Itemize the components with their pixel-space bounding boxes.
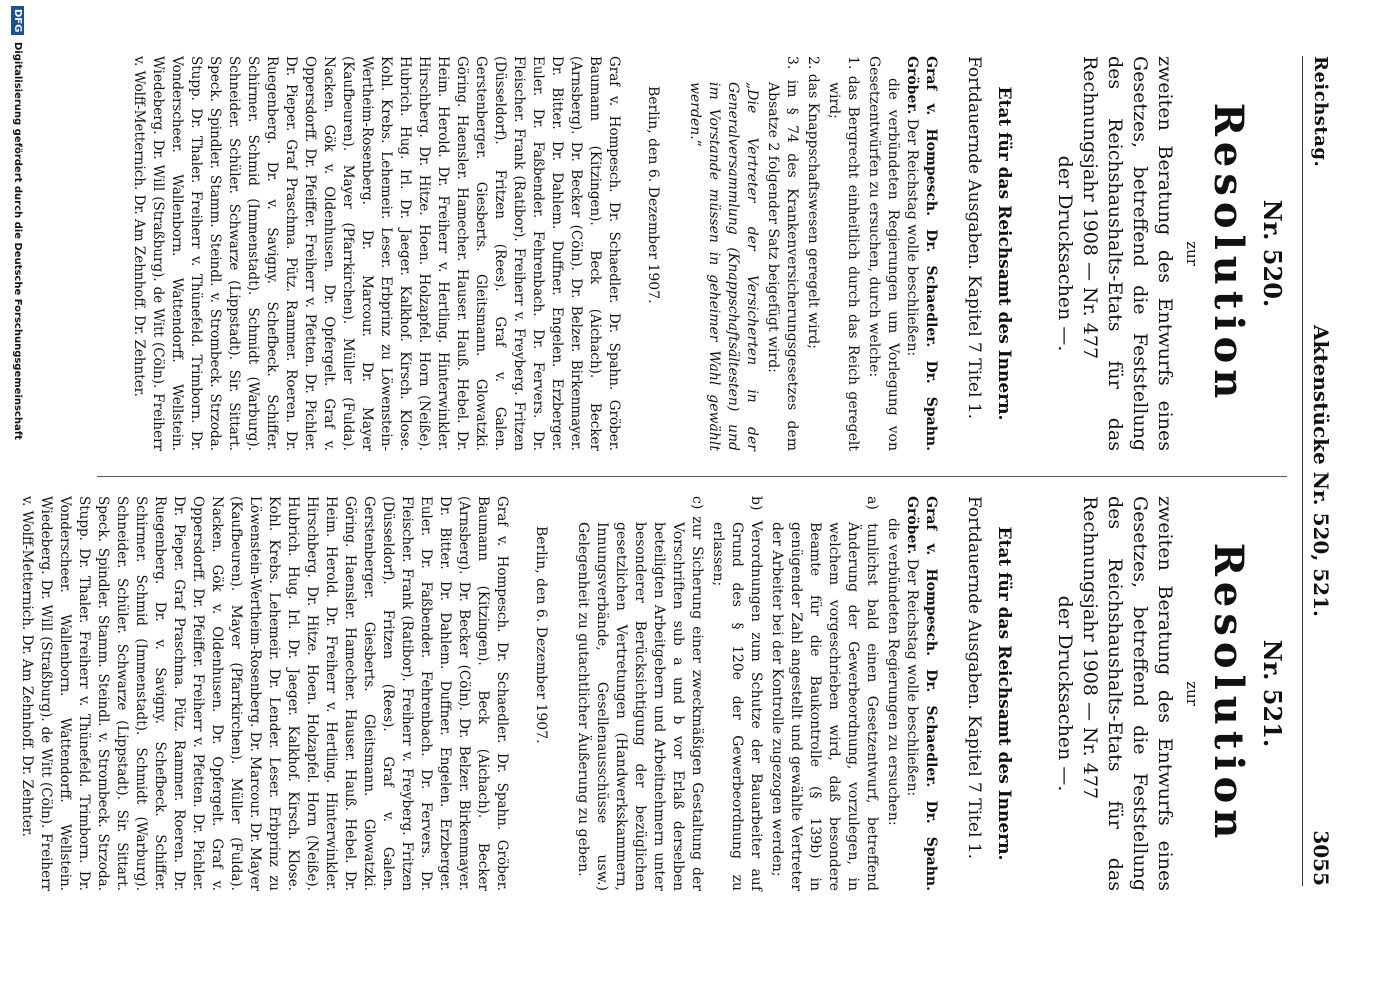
resolution-intro: [1052, 56, 1177, 451]
list-item: b) Verordnungen zum Schutze der Bauarbeiter auf Grund des § 120e der Gewerbeordnung zu erlassen;: [710, 496, 764, 891]
resolution-body: [902, 496, 940, 891]
page-number: 3055: [1309, 830, 1333, 886]
header-left: Reichstag.: [1310, 56, 1331, 168]
body-text-2: die verbündeten Regierungen um Vorlegung von Gesetzentwürfen zu ersuchen, durch welche:: [866, 56, 901, 451]
resolution-intro: [1052, 496, 1177, 891]
page-header: [1302, 56, 1337, 886]
list-item: a) tunlichst bald einen Gesetzentwurf, betreffend Änderung der Gewerbeordnung, vorzulegen, in welchem vorgeschrieben wird, daß besondere Beamte für die Baukontrolle (§ 139b) in genügender Zahl angestellt und gewählte Vertreter der Arbeiter bei der Kontrolle zugezogen werden;: [769, 496, 880, 891]
body-text: Der Reichstag wolle beschließen:: [904, 558, 920, 797]
quoted-sentence: „Die Vertreter der Versicherten in der Generalversammlung (Knappschaftsältesten) und im Vorstande müssen in geheimer Wahl gewählt werden.“: [687, 82, 760, 451]
resolution-heading: Resolution: [1205, 102, 1252, 405]
date-line: Berlin, den 6. Dezember 1907.: [645, 86, 661, 304]
header-title: Aktenstücke Nr. 520, 521.: [1309, 325, 1333, 617]
body-text: Der Reichstag wolle beschließen:: [904, 118, 920, 357]
etat-heading: Etat für das Reichsamt des Innern.: [994, 86, 1014, 421]
resolution-number: Nr. 521.: [1258, 639, 1287, 748]
signatories-list: Graf v. Hompesch. Dr. Schaedler. Dr. Spahn. Gröber. Baumann (Kitzingen). Beck (Aichach). Becker (Arnsberg). Dr. Becker (Cöln). Dr. Belzer. Birkenmayer. Dr. Bitter. Dr. Dahlem. Duffner. Engelen. Erzberger. Euler. Dr. Faßbender. Fehrenbach. Dr. Fervers. Dr. Fleischer. Frank (Ratibor). Freiherr v. Freyberg. Fritzen (Düsseldorf). Fritzen (Rees). Graf v. Galen. Gerstenberger. Giesberts. Gleitsmann. Glowatzki. Göring. Haensler. Hamecher. Hauser. Hauß. Hebel. Dr. Heim. Herold. Dr. Freiherr v. Hertling. Hinterwinkler. Hirschberg. Dr. Hitze. Hoen. Holzapfel. Horn (Neiße). Hubrich. Hug. Irl. Dr. Jaeger. Kalkhof. Kirsch. Klose. Kohl. Krebs. Lehemeir. Leser. Erbprinz zu Löwenstein-Wertheim-Rosenberg. Dr. Marcour. Dr. Mayer (Kaufbeuren). Mayer (Pfarrkirchen). Müller (Fulda). Nacken. Gök v. Oldenhusen. Dr. Opfergelt. Graf v. Oppersdorff. Dr. Pfeiffer. Freiherr v. Pfetten. Dr. Pichler. Dr. Pieper. Graf Praschma. Pütz. Rammer. Roeren. Dr. Ruegenberg. Dr. v. Savigny. Schefbeck. Schiffer. Schirmer. Schmid (Immenstadt). Schmidt (Warburg). Schneider. Schüler. Schwarze (Lippstadt). Sir. Sittart. Speck. Spindler. Stamm. Steindl. v. Strombeck. Strzoda. Stupp. Dr. Thaler. Freiherr v. Thünefeld. Trimborn. Dr. Vonderscheer. Wallenborn. Wattendorff. Wellstein. Wiedeberg. Dr. Will (Straßburg). de Witt (Cöln). Freiherr v. Wolff-Metternich. Dr. Am Zehnhoff. Dr. Zehnter.: [131, 56, 622, 451]
intro-last: der Drucksachen —.: [1054, 595, 1076, 792]
signers: Graf v. Hompesch. Dr. Schaedler. Dr. Spahn. Gröber.: [904, 496, 939, 891]
list-item: c) zur Sicherung einer zweckmäßigen Gestaltung der Vorschriften sub a und b vor Erlaß derselben beteiligten Arbeitgebern und Arbeitnehmern unter besonderer Berücksichtigung der bezüglichen gesetzlichen Vertretungen (Handwerkskammern, Innungsverbände, Gesellenausschüsse usw.) Gelegenheit zu gutachtlicher Äußerung zu geben.: [575, 496, 705, 891]
date-line: Berlin, den 6. Dezember 1907.: [533, 526, 549, 744]
dfg-logo-icon: DFG: [11, 6, 24, 35]
column-nr-521: [17, 496, 1287, 891]
etat-heading: Etat für das Reichsamt des Innern.: [994, 526, 1014, 861]
intro-text: zweiten Beratung des Entwurfs eines Gesetzes, betreffend die Feststellung des Reichshaushalts-Etats für das Rechnungsjahr 1908 — Nr. 477: [1079, 496, 1176, 891]
resolution-zur: zur: [1183, 241, 1201, 266]
resolution-number: Nr. 520.: [1258, 199, 1287, 308]
column-divider: [97, 476, 1287, 477]
fortdauernde-ausgaben: Fortdauernde Ausgaben. Kapitel 7 Titel 1.: [964, 56, 984, 420]
body-text-2: die verbündeten Regierungen zu ersuchen:: [885, 518, 901, 826]
fortdauernde-ausgaben: Fortdauernde Ausgaben. Kapitel 7 Titel 1.: [964, 496, 984, 860]
dfg-credit-text: Digitalisierung gefördert durch die Deutsche Forschungsgemeinschaft: [12, 42, 23, 440]
signatories-list: Graf v. Hompesch. Dr. Schaedler. Dr. Spahn. Gröber. Baumann (Kitzingen). Beck (Aichach). Becker (Arnsberg). Dr. Becker (Cöln). Dr. Belzer. Birkenmayer. Dr. Bitter. Dr. Dahlem. Duffner. Engelen. Erzberger. Euler. Dr. Faßbender. Fehrenbach. Dr. Fervers. Dr. Fleischer. Frank (Ratibor). Freiherr v. Freyberg. Fritzen (Düsseldorf). Fritzen (Rees). Graf v. Galen. Gerstenberger. Giesberts. Gleitsmann. Glowatzki. Göring. Haensler. Hamecher. Hauser. Hauß. Hebel. Dr. Heim. Herold. Dr. Freiherr v. Hertling. Hinterwinkler. Hirschberg. Dr. Hitze. Hoen. Holzapfel. Horn (Neiße). Hubrich. Hug. Irl. Dr. Jaeger. Kalkhof. Kirsch. Klose. Kohl. Krebs. Lehemeir. Dr. Lender. Leser. Erbprinz zu Löwenstein-Wertheim-Rosenberg. Dr. Marcour. Dr. Mayer (Kaufbeuren). Mayer (Pfarrkirchen). Müller (Fulda). Nacken. Gök v. Oldenhusen. Dr. Opfergelt. Graf v. Oppersdorff. Dr. Pfeiffer. Freiherr v. Pfetten. Dr. Pichler. Dr. Pieper. Graf Praschma. Pütz. Rammer. Roeren. Dr. Ruegenberg. Dr. v. Savigny. Schefbeck. Schiffer. Schirmer. Schmid (Immenstadt). Schmidt (Warburg). Schneider. Schüler. Schwarze (Lippstadt). Sir. Sittart. Speck. Spindler. Stamm. Steindl. v. Strombeck. Strzoda. Stupp. Dr. Thaler. Freiherr v. Thünefeld. Trimborn. Dr. Vonderscheer. Wallenborn. Wattendorff. Wellstein. Wiedeberg. Dr. Will (Straßburg). de Witt (Cöln). Freiherr v. Wolff-Metternich. Dr. Am Zehnhoff. Dr. Zehnter.: [19, 496, 510, 891]
resolution-zur: zur: [1183, 681, 1201, 706]
signers: Graf v. Hompesch. Dr. Schaedler. Dr. Spahn. Gröber.: [904, 56, 939, 451]
resolution-heading: Resolution: [1205, 542, 1252, 845]
intro-text: zweiten Beratung des Entwurfs eines Gesetzes, betreffend die Feststellung des Reichshaushalts-Etats für das Rechnungsjahr 1908 — Nr. 477: [1079, 56, 1176, 451]
intro-last: der Drucksachen —.: [1054, 155, 1076, 352]
column-nr-520: [129, 56, 1287, 451]
dfg-credit: [7, 6, 23, 806]
list-item: 3. im § 74 des Krankenversicherungsgesetzes dem Absatze 2 folgender Satz beigefügt wird:: [765, 56, 800, 451]
list-item: 2. das Knappschaftswesen geregelt wird;: [805, 56, 821, 349]
resolution-body: [902, 56, 940, 451]
list-item: 1. das Bergrecht einheitlich durch das Reich geregelt wird;: [826, 56, 861, 451]
